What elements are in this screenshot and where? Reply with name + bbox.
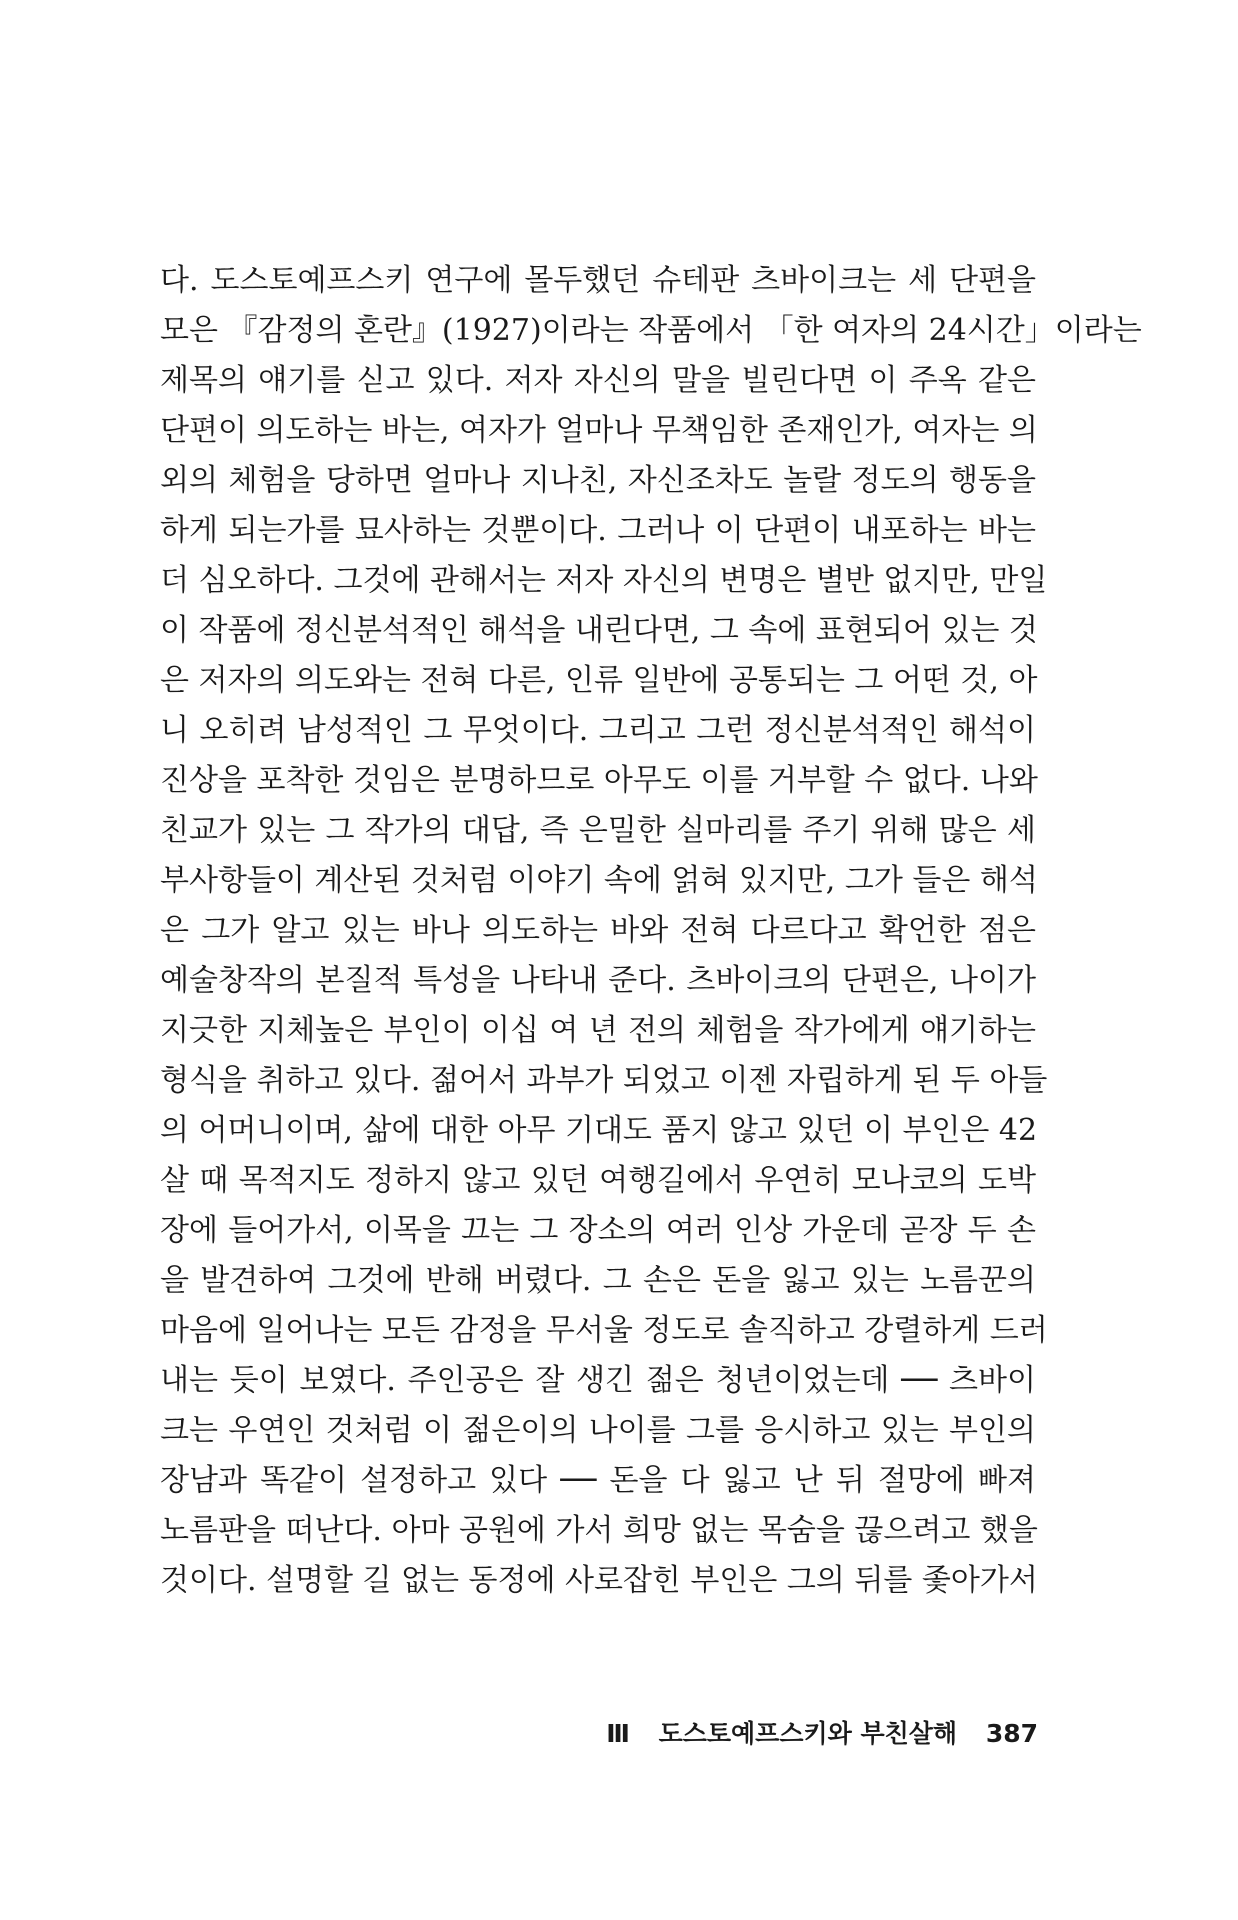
text-line: 진상을 포착한 것임은 분명하므로 아무도 이를 거부할 수 없다. 나와 [160, 763, 1038, 798]
text-line: 이 작품에 정신분석적인 해석을 내린다면, 그 속에 표현되어 있는 것 [160, 613, 1038, 648]
text-line: 마음에 일어나는 모든 감정을 무서울 정도로 솔직하고 강렬하게 드러 [160, 1313, 1048, 1348]
text-line: 살 때 목적지도 정하지 않고 있던 여행길에서 우연히 모나코의 도박 [160, 1163, 1036, 1198]
text-line: 내는 듯이 보였다. 주인공은 잘 생긴 젊은 청년이었는데 ── 츠바이 [160, 1363, 1036, 1398]
text-line: 부사항들이 계산된 것처럼 이야기 속에 얽혀 있지만, 그가 들은 해석 [160, 863, 1038, 898]
text-line: 모은 『감정의 혼란』(1927)이라는 작품에서 「한 여자의 24시간」이라는 [160, 313, 1142, 348]
page-number: 387 [985, 1719, 1038, 1748]
text-line: 것이다. 설명할 길 없는 동정에 사로잡힌 부인은 그의 뒤를 좇아가서 [160, 1563, 1038, 1598]
text-line: 장에 들어가서, 이목을 끄는 그 장소의 여러 인상 가운데 곧장 두 손 [160, 1213, 1036, 1248]
text-line: 단편이 의도하는 바는, 여자가 얼마나 무책임한 존재인가, 여자는 의 [160, 413, 1038, 448]
text-line: 더 심오하다. 그것에 관해서는 저자 자신의 변명은 별반 없지만, 만일 [160, 563, 1048, 598]
text-line: 은 그가 알고 있는 바나 의도하는 바와 전혀 다르다고 확언한 점은 [160, 913, 1036, 948]
text-line: 장남과 똑같이 설정하고 있다 ── 돈을 다 잃고 난 뒤 절망에 빠져 [160, 1463, 1036, 1498]
text-line: 지긋한 지체높은 부인이 이십 여 년 전의 체험을 작가에게 얘기하는 [160, 1013, 1036, 1048]
body-text [160, 256, 1142, 1606]
text-line: 크는 우연인 것처럼 이 젊은이의 나이를 그를 응시하고 있는 부인의 [160, 1413, 1036, 1448]
text-line: 은 저자의 의도와는 전혀 다른, 인류 일반에 공통되는 그 어떤 것, 아 [160, 663, 1038, 698]
text-line: 제목의 얘기를 싣고 있다. 저자 자신의 말을 빌린다면 이 주옥 같은 [160, 363, 1036, 398]
text-line: 친교가 있는 그 작가의 대답, 즉 은밀한 실마리를 주기 위해 많은 세 [160, 813, 1036, 848]
text-line: 을 발견하여 그것에 반해 버렸다. 그 손은 돈을 잃고 있는 노름꾼의 [160, 1263, 1036, 1298]
text-line: 노름판을 떠난다. 아마 공원에 가서 희망 없는 목숨을 끊으려고 했을 [160, 1513, 1038, 1548]
text-line: 니 오히려 남성적인 그 무엇이다. 그리고 그런 정신분석적인 해석이 [160, 713, 1036, 748]
text-line: 의 어머니이며, 삶에 대한 아무 기대도 품지 않고 있던 이 부인은 42 [160, 1113, 1038, 1148]
text-line: 형식을 취하고 있다. 젊어서 과부가 되었고 이젠 자립하게 된 두 아들 [160, 1063, 1048, 1098]
chapter-title: 도스토예프스키와 부친살해 [658, 1719, 958, 1748]
text-line: 외의 체험을 당하면 얼마나 지나친, 자신조차도 놀랄 정도의 행동을 [160, 463, 1036, 498]
text-line: 예술창작의 본질적 특성을 나타내 준다. 츠바이크의 단편은, 나이가 [160, 963, 1036, 998]
running-footer [606, 1714, 1038, 1750]
text-line: 하게 되는가를 묘사하는 것뿐이다. 그러나 이 단편이 내포하는 바는 [160, 513, 1036, 548]
text-line: 다. 도스토예프스키 연구에 몰두했던 슈테판 츠바이크는 세 단편을 [160, 263, 1036, 298]
section-numeral: Ⅲ [606, 1719, 630, 1748]
